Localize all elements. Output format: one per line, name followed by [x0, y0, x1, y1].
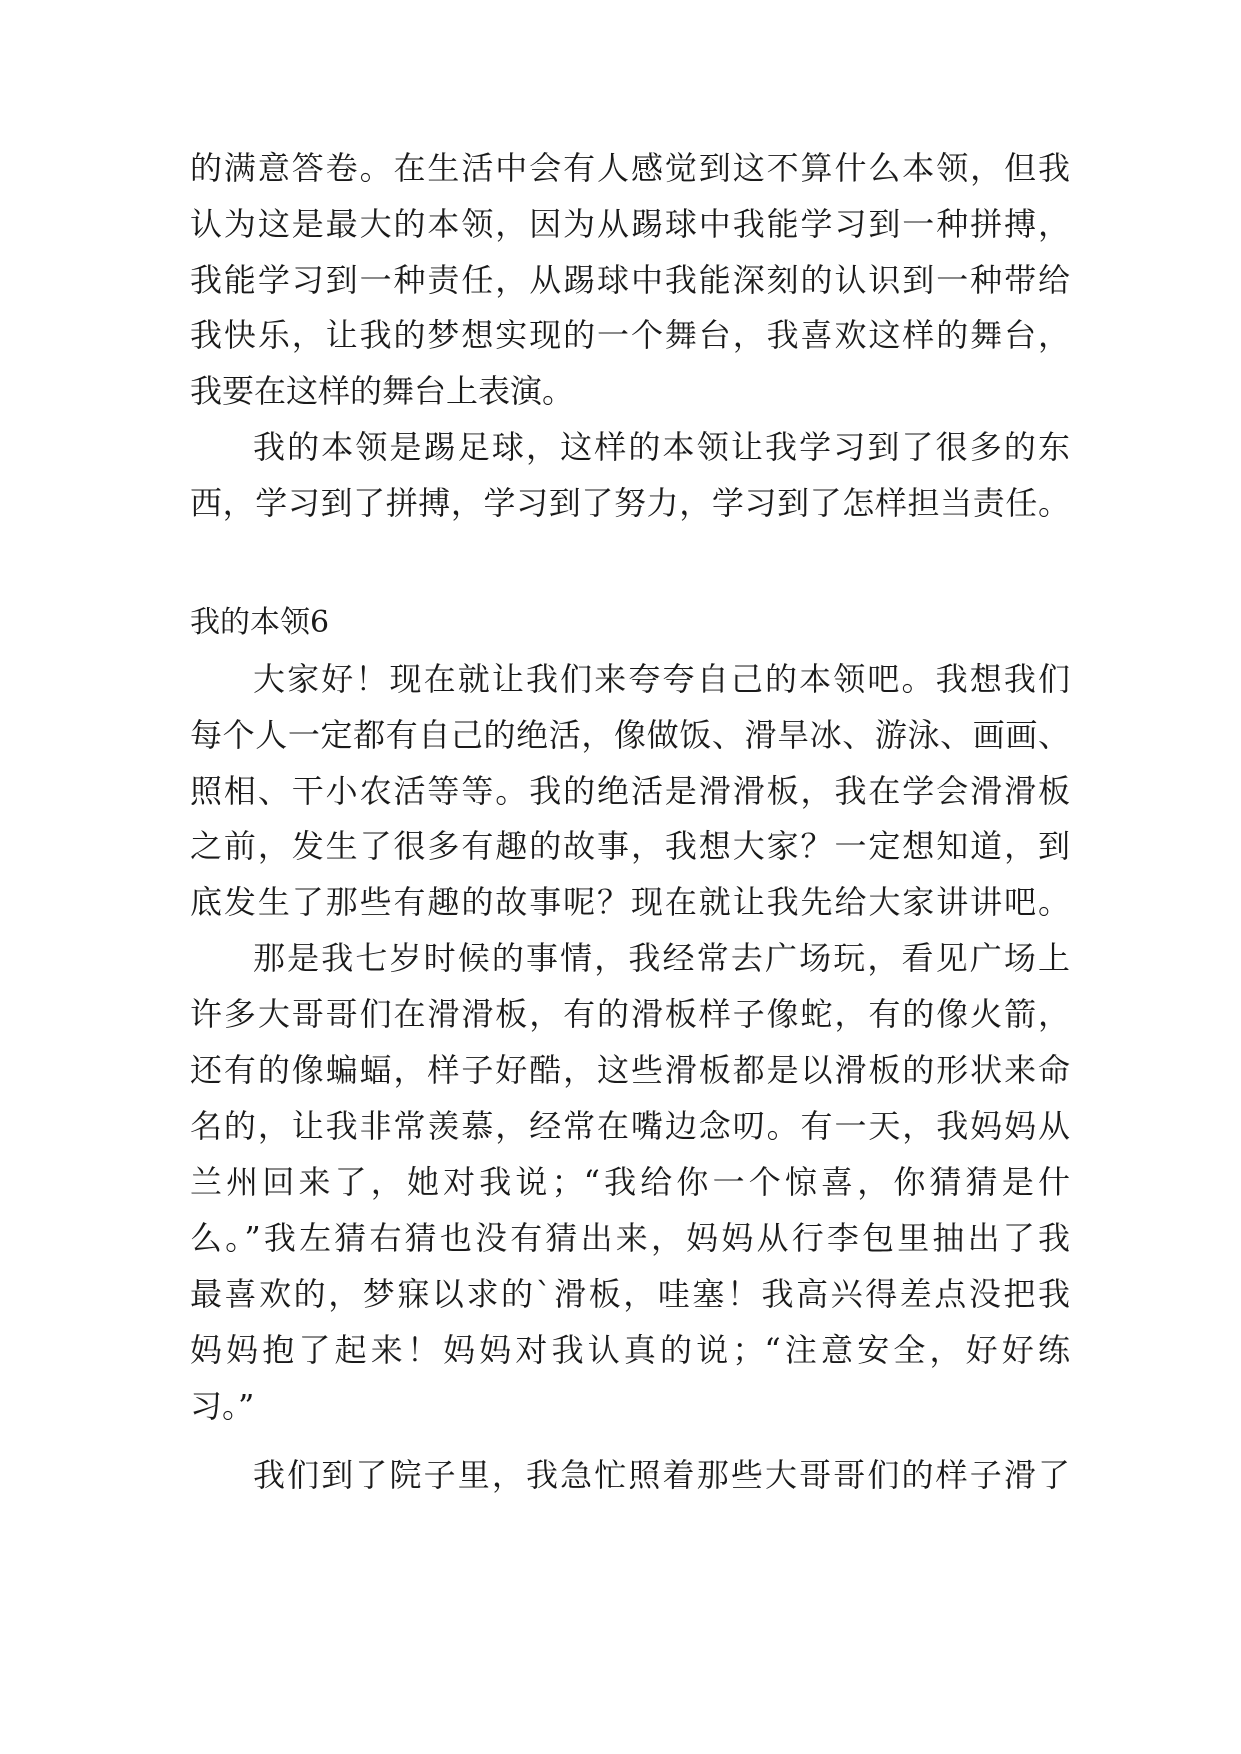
text-line: 名的，让我非常羡慕，经常在嘴边念叨。有一天，我妈妈从 [190, 1107, 1070, 1145]
text-line: 认为这是最大的本领，因为从踢球中我能学习到一种拼搏， [190, 205, 1070, 243]
text-line: 妈妈抱了起来！妈妈对我认真的说；“注意安全，好好练 [190, 1331, 1070, 1369]
text-line: 之前，发生了很多有趣的故事，我想大家？一定想知道，到 [190, 827, 1070, 865]
text-line: 还有的像蝙蝠，样子好酷，这些滑板都是以滑板的形状来命 [190, 1051, 1070, 1089]
text-line: 么。”我左猜右猜也没有猜出来，妈妈从行李包里抽出了我 [190, 1219, 1070, 1257]
text-line: 西，学习到了拼搏，学习到了努力，学习到了怎样担当责任。 [190, 484, 1070, 522]
text-line: 许多大哥哥们在滑滑板，有的滑板样子像蛇，有的像火箭， [190, 995, 1070, 1033]
text-line: 大家好！现在就让我们来夸夸自己的本领吧。我想我们 [253, 660, 1070, 698]
text-line: 我的本领是踢足球，这样的本领让我学习到了很多的东 [253, 428, 1070, 466]
text-line: 我快乐，让我的梦想实现的一个舞台，我喜欢这样的舞台， [190, 316, 1070, 354]
section-heading: 我的本领6 [190, 605, 330, 640]
text-line: 我们到了院子里，我急忙照着那些大哥哥们的样子滑了 [253, 1456, 1070, 1494]
text-line: 我能学习到一种责任，从踢球中我能深刻的认识到一种带给 [190, 261, 1070, 299]
text-line: 习。” [190, 1387, 255, 1425]
text-line: 最喜欢的，梦寐以求的`滑板，哇塞！我高兴得差点没把我 [190, 1275, 1070, 1313]
text-line: 我要在这样的舞台上表演。 [190, 372, 575, 410]
text-line: 的满意答卷。在生活中会有人感觉到这不算什么本领，但我 [190, 149, 1070, 187]
text-line: 每个人一定都有自己的绝活，像做饭、滑旱冰、游泳、画画、 [190, 716, 1070, 754]
text-line: 底发生了那些有趣的故事呢？现在就让我先给大家讲讲吧。 [190, 883, 1070, 921]
text-line: 照相、干小农活等等。我的绝活是滑滑板，我在学会滑滑板 [190, 772, 1070, 810]
text-line: 兰州回来了，她对我说；“我给你一个惊喜，你猜猜是什 [190, 1163, 1070, 1201]
text-line: 那是我七岁时候的事情，我经常去广场玩，看见广场上 [253, 939, 1070, 977]
